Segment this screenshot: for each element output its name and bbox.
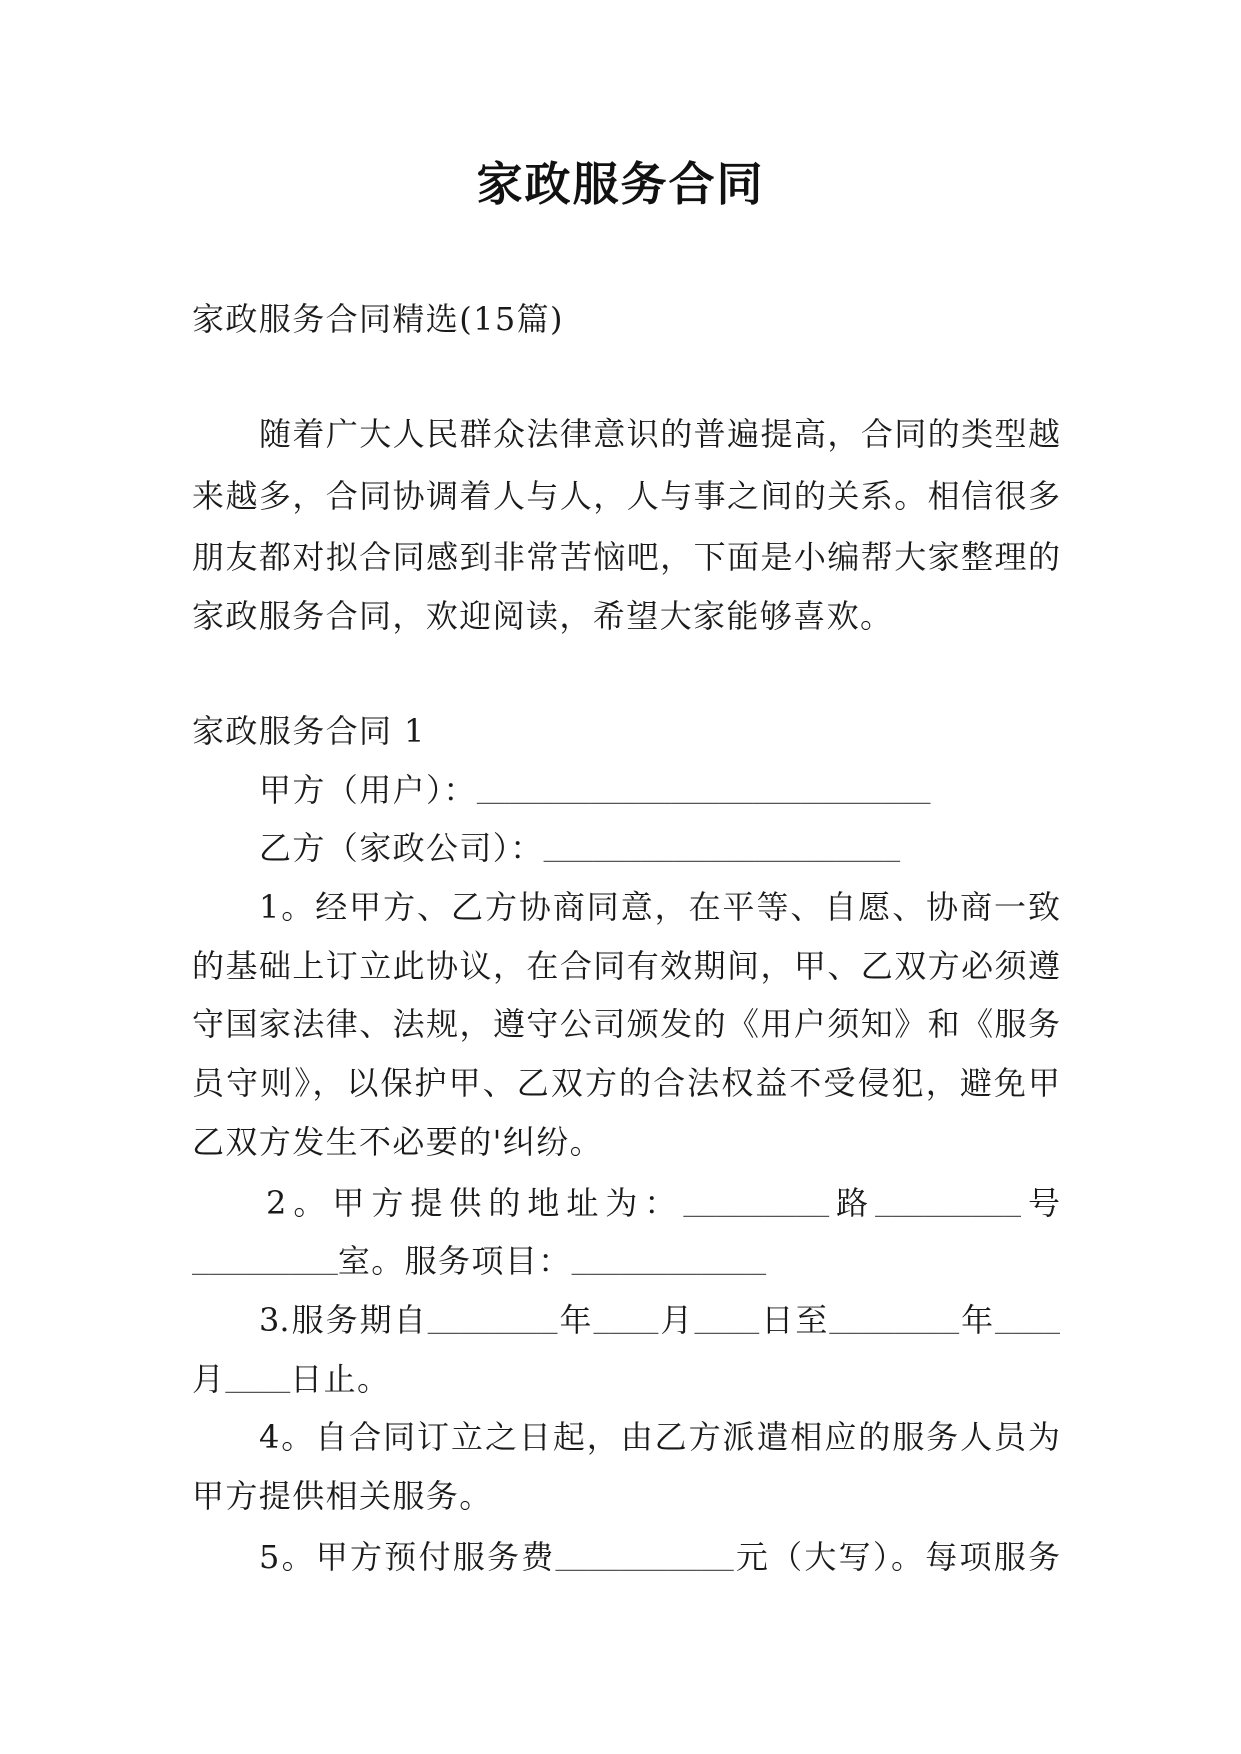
start-year-blank: ________ (427, 1310, 558, 1340)
clause-2-text: 室。服务项目： (337, 1242, 572, 1280)
clause-3-text: 日止。 (290, 1360, 391, 1398)
clause-5-line (259, 1537, 1060, 1577)
clause-2-line (266, 1183, 1060, 1223)
clause-3-text: 日至 (759, 1301, 830, 1339)
clause-3-line (259, 1300, 1060, 1340)
party-a-label: 甲方（用户）： (259, 771, 477, 809)
clause-3-text: 月 (192, 1360, 226, 1398)
clause-1-line: 乙双方发生不必要的'纠纷。 (192, 1123, 603, 1161)
end-month-blank: ____ (995, 1310, 1060, 1340)
number-blank: _________ (875, 1193, 1021, 1223)
intro-line: 家政服务合同，欢迎阅读，希望大家能够喜欢。 (192, 597, 894, 635)
clause-1-line: 的基础上订立此协议，在合同有效期间，甲、乙双方必须遵 (192, 947, 1060, 985)
clause-2-text: 2。甲方提供的地址为： (266, 1184, 684, 1222)
intro-line: 来越多，合同协调着人与人，人与事之间的关系。相信很多 (192, 477, 1060, 515)
party-a-blank: ____________________________ (476, 780, 931, 810)
party-a-line (259, 770, 1060, 810)
contract-heading: 家政服务合同 1 (192, 712, 426, 750)
clause-2-line (192, 1241, 1060, 1281)
clause-4-line: 4。自合同订立之日起，由乙方派遣相应的服务人员为 (259, 1418, 1060, 1456)
intro-line: 随着广大人民群众法律意识的普遍提高，合同的类型越 (259, 415, 1060, 453)
intro-line: 朋友都对拟合同感到非常苦恼吧，下面是小编帮大家整理的 (192, 538, 1060, 576)
clause-5-text: 5。甲方预付服务费 (259, 1538, 556, 1576)
document-subtitle: 家政服务合同精选(15篇) (192, 300, 564, 338)
end-day-blank: ____ (225, 1369, 291, 1399)
clause-1-line: 员守则》，以保护甲、乙双方的合法权益不受侵犯，避免甲 (192, 1064, 1060, 1102)
party-b-blank: ______________________ (543, 838, 901, 868)
party-b-label: 乙方（家政公司）： (259, 829, 544, 867)
clause-2-text: 路 (829, 1184, 876, 1222)
clause-3-text: 年 (959, 1301, 996, 1339)
start-month-blank: ____ (593, 1310, 659, 1340)
clause-3-text: 年 (557, 1301, 594, 1339)
clause-1-line: 守国家法律、法规，遵守公司颁发的《用户须知》和《服务 (192, 1005, 1060, 1043)
clause-3-text: 3.服务期自 (259, 1301, 428, 1339)
service-item-blank: ____________ (571, 1251, 767, 1281)
clause-3-text: 月 (658, 1301, 695, 1339)
clause-4-line: 甲方提供相关服务。 (192, 1477, 493, 1515)
prepaid-fee-blank: ___________ (555, 1547, 734, 1577)
room-blank: _________ (192, 1251, 338, 1281)
start-day-blank: ____ (694, 1310, 760, 1340)
clause-1-line: 1。经甲方、乙方协商同意，在平等、自愿、协商一致 (259, 888, 1060, 926)
party-b-line (259, 828, 1060, 868)
document-title: 家政服务合同 (476, 157, 765, 211)
end-year-blank: ________ (829, 1310, 960, 1340)
clause-3-line (192, 1359, 1060, 1399)
clause-2-text: 号 (1020, 1184, 1060, 1222)
road-blank: _________ (683, 1193, 830, 1223)
clause-5-text: 元（大写）。每项服务 (733, 1538, 1060, 1576)
